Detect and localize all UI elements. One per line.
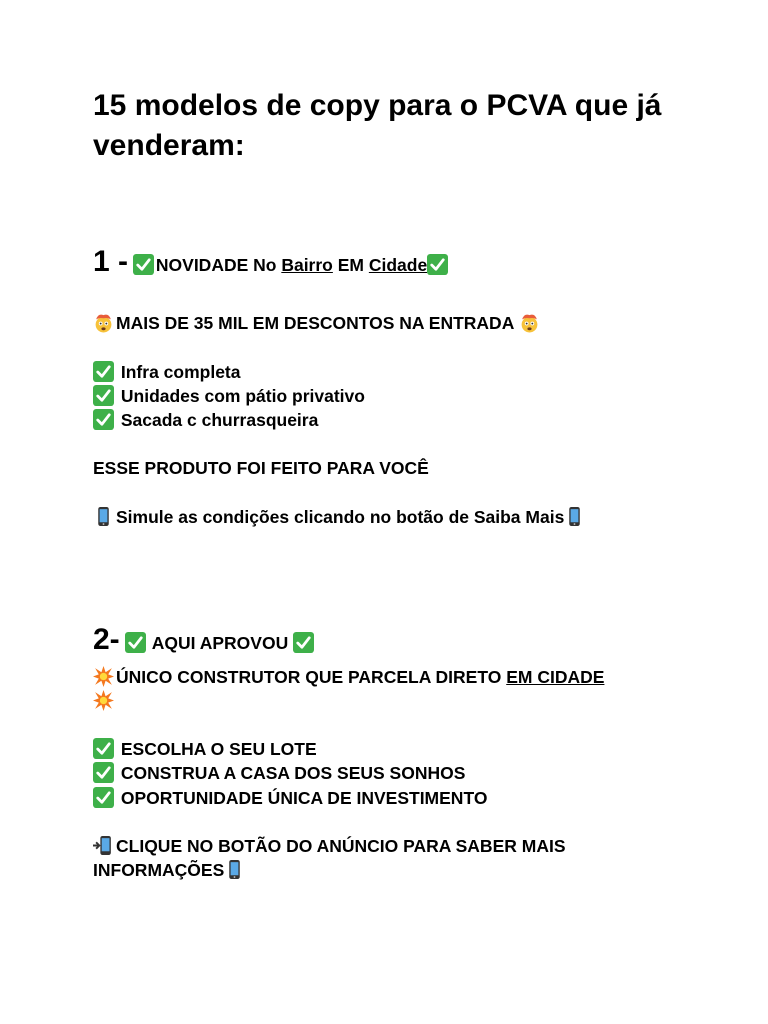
check-mark-icon (93, 361, 114, 382)
list-item (93, 761, 465, 785)
section-2-unique-text: ÚNICO CONSTRUTOR QUE PARCELA DIRETO (116, 667, 507, 687)
mobile-phone-icon (564, 506, 585, 527)
mobile-phone-arrow-icon (93, 835, 114, 856)
check-mark-icon (133, 254, 154, 275)
list-item (93, 737, 317, 761)
collision-icon (93, 690, 114, 711)
list-item-text: ESCOLHA O SEU LOTE (120, 739, 317, 759)
section-1-product-line: ESSE PRODUTO FOI FEITO PARA VOCÊ (93, 458, 429, 478)
check-mark-icon (427, 254, 448, 275)
section-1-promo (93, 311, 542, 335)
check-mark-icon (93, 787, 114, 808)
section-1-cta (93, 505, 587, 529)
list-item-text: CONSTRUA A CASA DOS SEUS SONHOS (120, 763, 466, 783)
list-item-text: OPORTUNIDADE ÚNICA DE INVESTIMENTO (120, 788, 488, 808)
check-mark-icon (125, 632, 146, 653)
check-mark-icon (93, 385, 114, 406)
mobile-phone-icon (93, 506, 114, 527)
section-2-unique (93, 665, 613, 713)
check-mark-icon (93, 762, 114, 783)
check-mark-icon (293, 632, 314, 653)
section-2-number: 2- (93, 623, 120, 656)
list-item-text: Unidades com pátio privativo (120, 386, 365, 406)
section-1-number: 1 - (93, 245, 129, 278)
check-mark-icon (93, 738, 114, 759)
section-1-cta-text: Simule as condições clicando no botão de Saiba Mais (116, 507, 565, 527)
check-mark-icon (93, 409, 114, 430)
section-1-promo-text: MAIS DE 35 MIL EM DESCONTOS NA ENTRADA (116, 313, 519, 333)
list-item-text: Sacada c churrasqueira (120, 410, 319, 430)
section-2-cta (93, 834, 633, 882)
list-item (93, 786, 487, 810)
collision-icon (93, 666, 114, 687)
list-item-text: Infra completa (120, 362, 241, 382)
section-2-cta-text: CLIQUE NO BOTÃO DO ANÚNCIO PARA SABER MAIS INFORMAÇÕES (93, 836, 566, 880)
cidade-link: Cidade (368, 255, 428, 275)
section-1-heading (93, 245, 450, 278)
document-title: 15 modelos de copy para o PCVA que já venderam: (93, 89, 662, 162)
em-cidade-link: EM CIDADE (506, 667, 605, 687)
list-item (93, 384, 365, 408)
list-item (93, 360, 241, 384)
mobile-phone-icon (224, 859, 245, 880)
section-2-heading (93, 623, 316, 656)
section-2-headline: AQUI APROVOU (147, 633, 294, 653)
section-1-headline-em: EM (332, 255, 369, 275)
bairro-link: Bairro (281, 255, 333, 275)
list-item (93, 408, 318, 432)
exploding-head-icon (93, 312, 114, 333)
section-1-headline-a: NOVIDADE No (155, 255, 282, 275)
exploding-head-icon (519, 312, 540, 333)
